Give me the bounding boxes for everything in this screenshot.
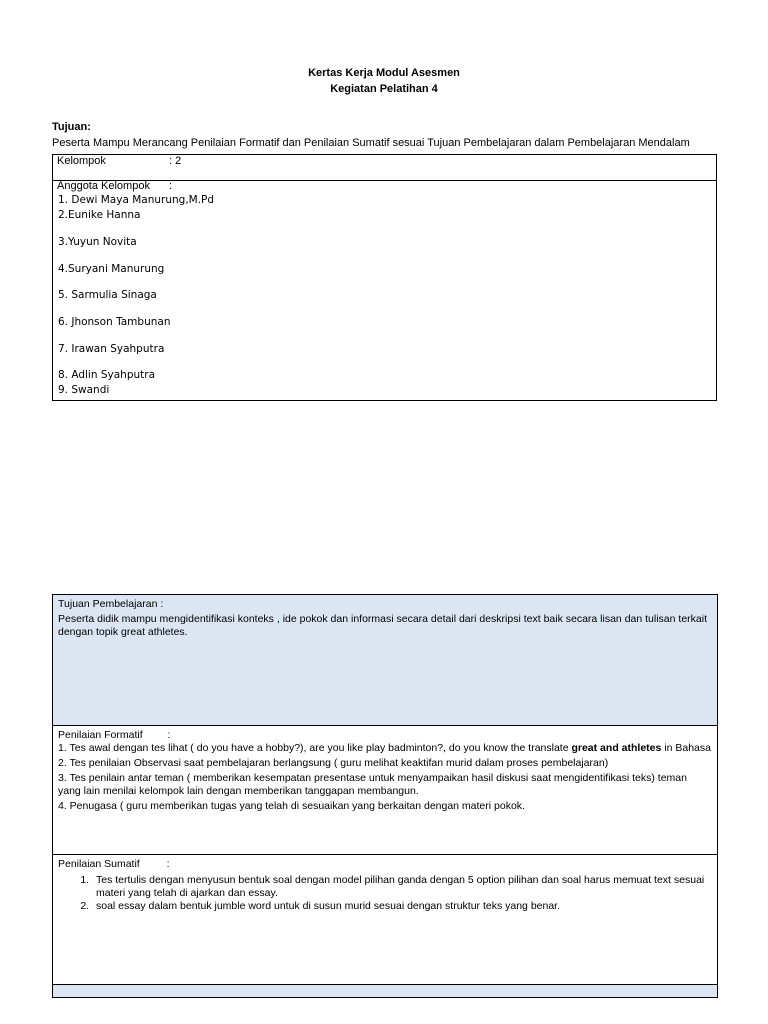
tujuan-pembelajaran-cell [52,594,718,726]
formatif-item-3: 3. Tes penilain antar teman ( memberikan kesempatan presentase untuk menyampaikan hasil diskusi saat mengidentifikasi teks) teman yang lain menilai kelompok lain dengan memberikan tanggapan membangun. [58,772,687,797]
tujuan-pembelajaran-label: Tujuan Pembelajaran : [58,598,164,610]
sumatif-item-2: 2. soal essay dalam bentuk jumble word untuk di susun murid sesuai dengan struktur teks yang benar. [92,900,712,913]
member-item: 3.Yuyun Novita [58,236,137,248]
member-item: 6. Jhonson Tambunan [58,316,171,328]
member-item: 8. Adlin Syahputra [58,369,156,381]
anggota-colon: : [169,180,173,192]
sumatif-label: Penilaian Sumatif [58,858,140,870]
member-item: 1. Dewi Maya Manurung,M.Pd [58,194,215,206]
sumatif-colon: : [166,858,170,870]
bottom-blue-row [52,984,718,998]
formatif-item-1-text: 1. Tes awal dengan tes lihat ( do you have a hobby?), are you like play badminton?, do you know the translate [58,742,572,754]
sumatif-list [58,874,712,913]
member-item: 2.Eunike Hanna [58,209,141,221]
member-item: 7. Irawan Syahputra [58,343,165,355]
formatif-item-1-tail: in Bahasa [661,742,711,754]
formatif-item-1-bold: great and athletes [571,742,662,754]
kelompok-label: Kelompok [57,155,106,167]
group-row-divider [53,180,716,181]
formatif-item-1 [58,742,712,755]
member-item: 9. Swandi [58,384,110,396]
anggota-label: Anggota Kelompok [57,180,150,192]
tujuan-text: Peserta Mampu Merancang Penilaian Formatif dan Penilaian Sumatif sesuai Tujuan Pembelajaran dalam Pembelajaran Mendalam [52,137,690,149]
member-item: 4.Suryani Manurung [58,263,165,275]
formatif-item-4: 4. Penugasa ( guru memberikan tugas yang telah di sesuaikan yang berkaitan dengan materi pokok. [58,800,525,812]
sumatif-item-1: 1. Tes tertulis dengan menyusun bentuk soal dengan model pilihan ganda dengan 5 option pilihan dan soal harus memuat text sesuai materi yang telah di ajarkan dan essay. [92,874,712,900]
member-item: 5. Sarmulia Sinaga [58,289,157,301]
kelompok-value: : 2 [169,155,182,167]
group-info-table [52,154,717,401]
tujuan-label: Tujuan: [52,121,91,133]
document-title: Kertas Kerja Modul Asesmen [308,67,460,79]
formatif-colon: : [167,729,171,741]
formatif-item-2: 2. Tes penilaian Observasi saat pembelajaran berlangsung ( guru melihat keaktifan murid dalam proses pembelajaran) [58,757,609,769]
tujuan-pembelajaran-text: Peserta didik mampu mengidentifikasi konteks , ide pokok dan informasi secara detail dari deskripsi text baik secara lisan dan tulisan terkait dengan topik great athletes. [58,613,707,638]
formatif-label: Penilaian Formatif [58,729,143,741]
document-subtitle: Kegiatan Pelatihan 4 [330,83,438,95]
penilaian-formatif-cell [52,725,718,855]
penilaian-sumatif-cell [52,854,718,985]
